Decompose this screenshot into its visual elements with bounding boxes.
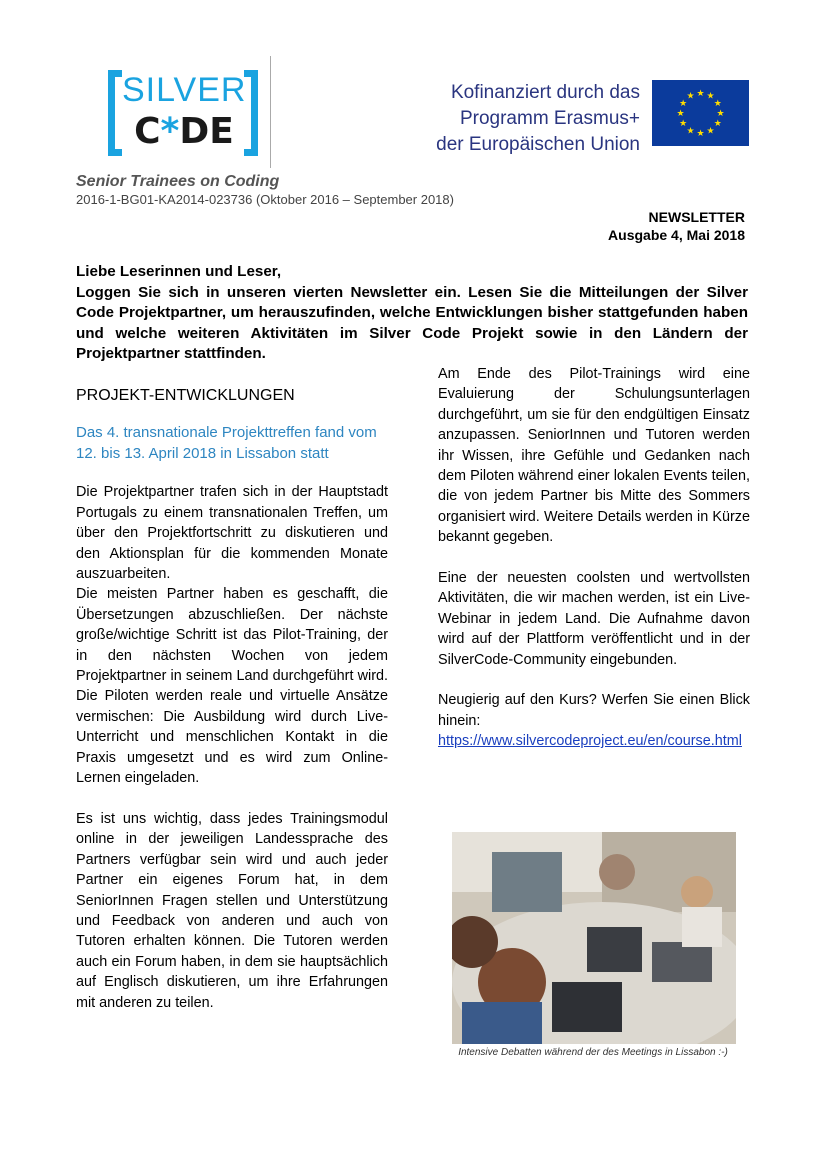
eu-line-3: der Europäischen Union: [436, 134, 640, 155]
meeting-photo: [452, 832, 736, 1044]
project-id: 2016-1-BG01-KA2014-023736 (Oktober 2016 – September 2018): [76, 192, 454, 207]
eu-line-2: Programm Erasmus+: [459, 108, 640, 129]
intro-greeting: Liebe Leserinnen und Leser,: [76, 263, 282, 280]
eu-star-icon: ★: [713, 118, 722, 128]
logo-right-bracket: [244, 70, 258, 156]
eu-star-icon: ★: [686, 125, 695, 136]
newsletter-label: [608, 208, 745, 244]
intro-block: [76, 262, 748, 365]
logo-divider: [270, 56, 271, 168]
eu-star-icon: ★: [713, 98, 722, 108]
project-subtitle: Senior Trainees on Coding: [76, 173, 280, 190]
newsletter-title: NEWSLETTER: [648, 209, 745, 225]
eu-star-icon: ★: [679, 98, 688, 108]
right-paragraph-1: Am Ende des Pilot-Trainings wird eine Evaluierung der Schulungsunterlagen durchgeführt, um sie für den endgültigen Einsatz anzupassen. SeniorInnen und Tutoren werden ihr Wissen, ihre Gefühle und Gedanken nach dem Piloten während einer lokalen Events teilen, die von jedem Partner bis Mitte des Sommers organisiert wird. Weitere Details werden in Kürze bekannt gegeben.: [438, 366, 750, 546]
eu-funding-text: [416, 80, 640, 158]
logo-code-text: C*DE: [134, 111, 234, 152]
eu-flag-icon: [652, 80, 749, 146]
left-paragraph-1: Die Projektpartner trafen sich in der Hauptstadt Portugals zu einem transnationalen Treffen, um über den Projektfortschritt zu diskutieren und den Aktionsplan für die kommenden Monate auszuarbeiten.: [76, 484, 388, 583]
eu-star-icon: ★: [676, 108, 685, 118]
left-paragraph-3: Es ist uns wichtig, dass jedes Trainingsmodul online in der jeweiligen Landessprache des Partners verfügbar sein wird und auch jeder Partner ein eigenes Forum hat, in dem SeniorInnen Fragen stellen und Unterstützung und Feedback von anderen und auch von Tutoren erhalten können. Die Tutoren werden auch ein Forum haben, in dem sie hauptsächlich auf Englisch diskutieren, um ihre Erfahrungen mit anderen zu teilen.: [76, 810, 388, 1011]
right-column: [438, 364, 750, 752]
course-teaser: Neugierig auf den Kurs? Werfen Sie einen Blick hinein:: [438, 692, 750, 729]
logo-silver-text: SILVER: [122, 71, 247, 109]
eu-line-1: Kofinanziert durch das: [450, 82, 640, 103]
eu-star-icon: ★: [696, 128, 705, 138]
section-title: PROJEKT-ENTWICKLUNGEN: [76, 387, 295, 404]
course-link[interactable]: https://www.silvercodeproject.eu/en/course.html: [438, 733, 742, 750]
logo-star-icon: *: [160, 111, 180, 152]
left-column: [76, 386, 388, 1033]
photo-caption: Intensive Debatten während der des Meetings in Lissabon :-): [458, 1047, 728, 1058]
eu-star-icon: ★: [706, 90, 715, 101]
eu-star-icon: ★: [686, 90, 695, 101]
eu-star-icon: ★: [696, 88, 705, 98]
right-paragraph-3: [438, 690, 750, 751]
intro-text: Loggen Sie sich in unseren vierten Newsletter ein. Lesen Sie die Mitteilungen der Silver Code Projektpartner, um herauszufinden, welche Entwicklungen bisher stattgefunden haben und welche weiteren Aktivitäten im Silver Code Projekt sowie in den Ländern der Projektpartner stattfinden.: [76, 283, 748, 362]
eu-star-icon: ★: [716, 108, 725, 118]
article-title: Das 4. transnationale Projekttreffen fand vom 12. bis 13. April 2018 in Lissabon statt: [76, 424, 377, 463]
eu-star-icon: ★: [679, 118, 688, 128]
silver-code-logo: [104, 66, 264, 162]
eu-star-icon: ★: [706, 125, 715, 136]
newsletter-issue: Ausgabe 4, Mai 2018: [608, 227, 745, 243]
logo-left-bracket: [108, 70, 122, 156]
right-paragraph-2: Eine der neuesten coolsten und wertvollsten Aktivitäten, die wir machen werden, ist ein Live-Webinar in jedem Land. Die Aufnahme davon wird auf der Plattform veröffentlicht und in der SilverCode-Community eingebunden.: [438, 570, 750, 668]
left-paragraph-2: Die meisten Partner haben es geschafft, die Übersetzungen abzuschließen. Der nächste große/wichtige Schritt ist das Pilot-Training, der in den nächsten Wochen von jedem Projektpartner in seinem Land durchgeführt wird. Die Piloten werden reale und virtuelle Ansätze vermischen: Die Ausbildung wird durch Live-Unterricht und menschlichen Kontakt in die Praxis umgesetzt und es wird zum Online-Lernen eingeladen.: [76, 586, 388, 787]
